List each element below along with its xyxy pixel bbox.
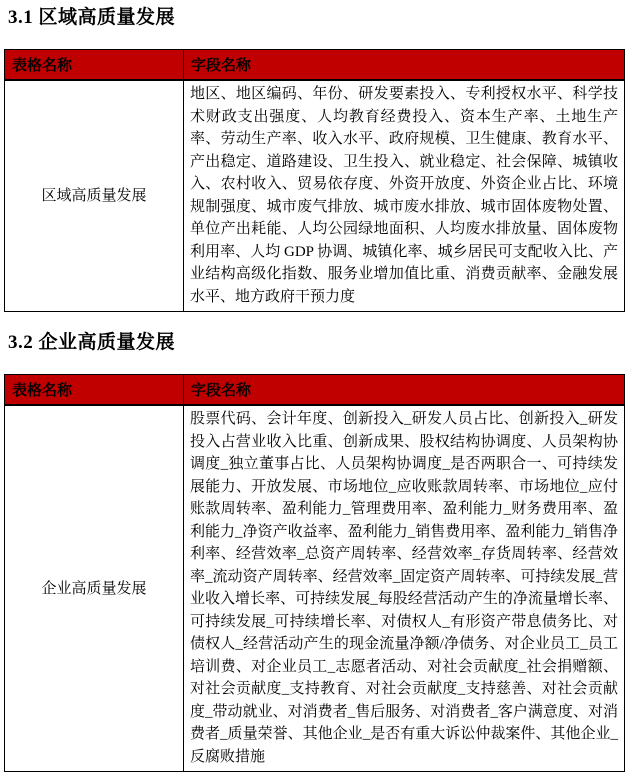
regional-development-table — [4, 49, 625, 312]
table-name-cell: 企业高质量发展 — [5, 405, 184, 772]
enterprise-development-table — [4, 374, 625, 772]
column-header-table-name: 表格名称 — [5, 50, 184, 81]
table-row — [5, 405, 625, 772]
section-heading-3-2: 3.2 企业高质量发展 — [8, 332, 176, 353]
table-name-cell: 区域高质量发展 — [5, 80, 184, 312]
section-heading-3-1: 3.1 区域高质量发展 — [8, 7, 176, 28]
table-header-row — [5, 50, 625, 81]
column-header-field-name: 字段名称 — [184, 50, 625, 81]
field-list-cell: 股票代码、会计年度、创新投入_研发人员占比、创新投入_研发投入占营业收入比重、创新成果、股权结构协调度、人员架构协调度_独立董事占比、人员架构协调度_是否两职合一、可持续发展能力、开放发展、市场地位_应收账款周转率、市场地位_应付账款周转率、盈利能力_管理费用率、盈利能力_财务费用率、盈利能力_净资产收益率、盈利能力_销售费用率、盈利能力_销售净利率、经营效率_总资产周转率、经营效率_存货周转率、经营效率_流动资产周转率、经营效率_固定资产周转率、可持续发展_营业收入增长率、可持续发展_每股经营活动产生的净流量增长率、可持续发展_可持续增长率、对债权人_有形资产带息债务比、对债权人_经营活动产生的现金流量净额/净债务、对企业员工_员工培训费、对企业员工_志愿者活动、对社会贡献度_社会捐赠额、对社会贡献度_支持教育、对社会贡献度_支持慈善、对社会贡献度_带动就业、对消费者_售后服务、对消费者_客户满意度、对消费者_质量荣誉、其他企业_是否有重大诉讼仲裁案件、其他企业_反腐败措施 — [184, 405, 625, 772]
table-header-row — [5, 375, 625, 406]
column-header-table-name: 表格名称 — [5, 375, 184, 406]
table-row — [5, 80, 625, 312]
column-header-field-name: 字段名称 — [184, 375, 625, 406]
field-list-cell: 地区、地区编码、年份、研发要素投入、专利授权水平、科学技术财政支出强度、人均教育经费投入、资本生产率、土地生产率、劳动生产率、收入水平、政府规模、卫生健康、教育水平、产出稳定、道路建设、卫生投入、就业稳定、社会保障、城镇收入、农村收入、贸易依存度、外资开放度、外资企业占比、环境规制强度、城市废气排放、城市废水排放、城市固体废物处置、单位产出耗能、人均公园绿地面积、人均废水排放量、固体废物利用率、人均 GDP 协调、城镇化率、城乡居民可支配收入比、产业结构高级化指数、服务业增加值比重、消费贡献率、金融发展水平、地方政府干预力度 — [184, 80, 625, 312]
